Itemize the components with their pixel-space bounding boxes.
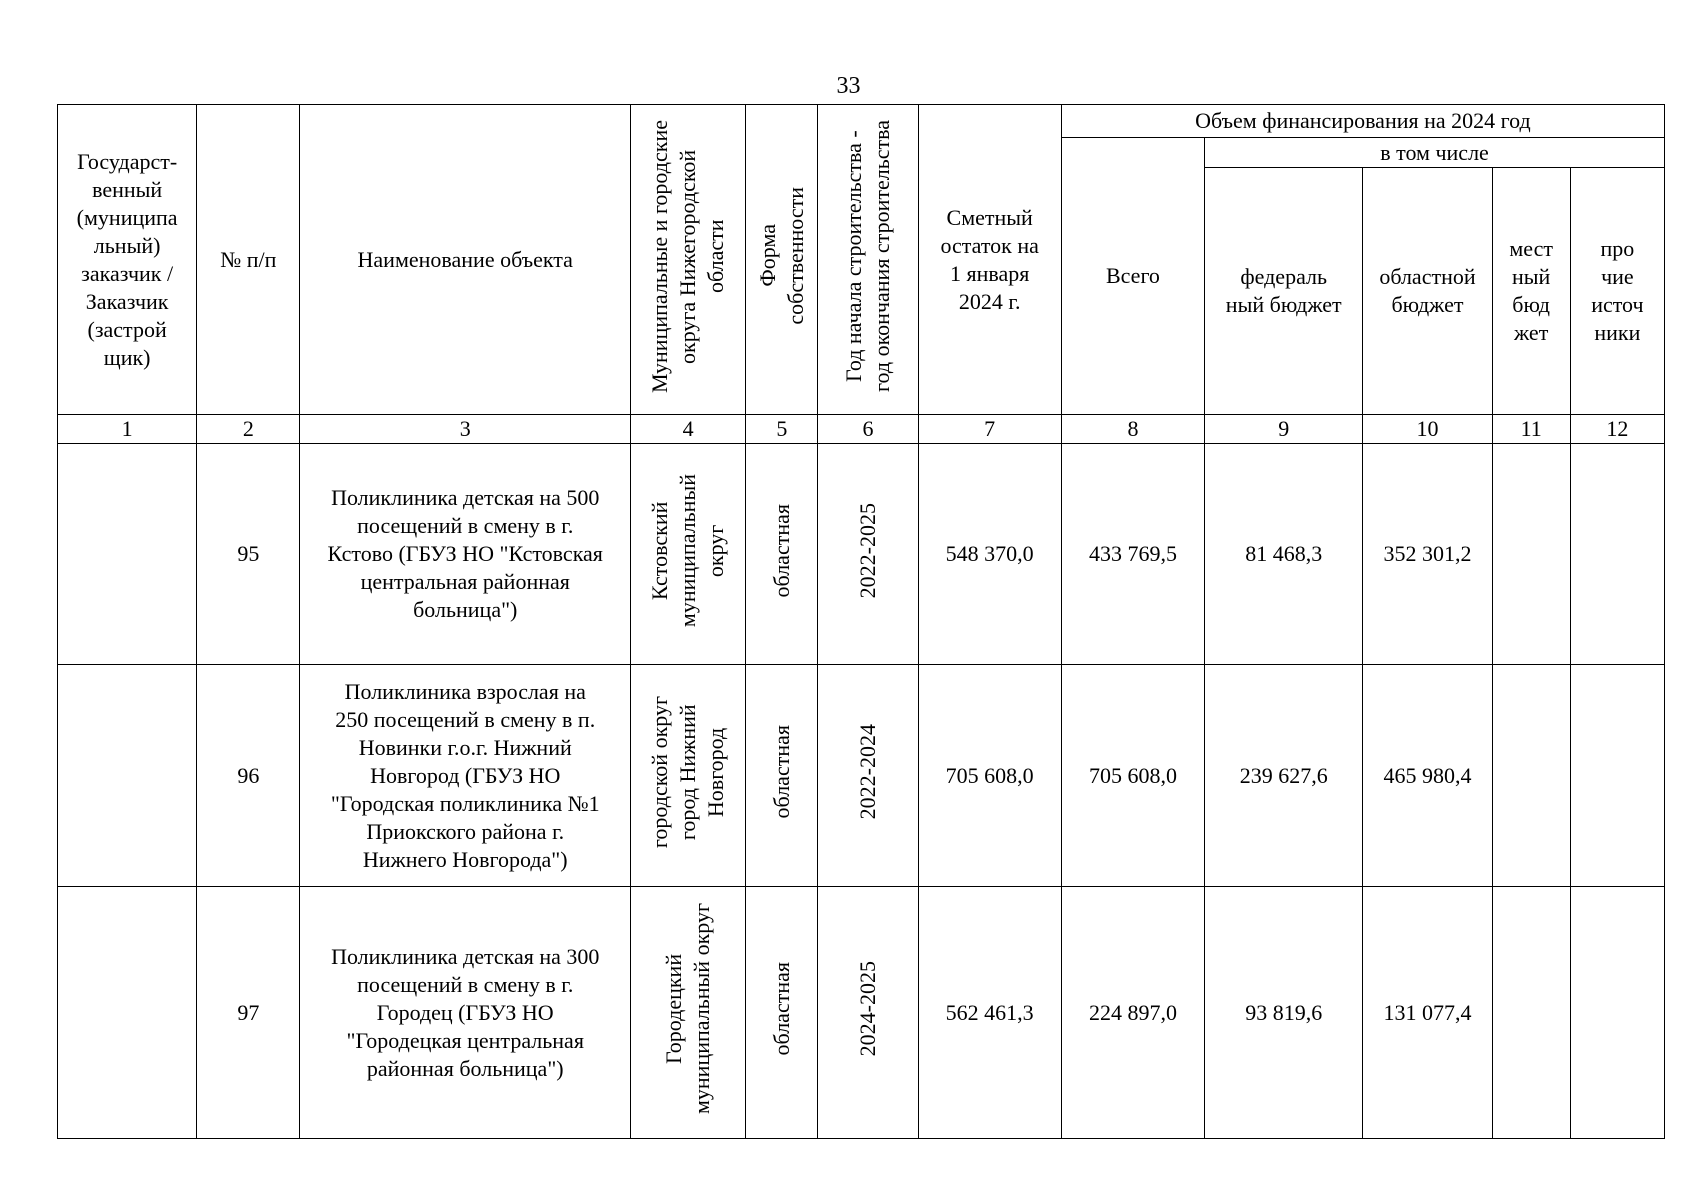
cell-total: 705 608,0	[1061, 665, 1204, 887]
column-number: 1	[58, 415, 197, 444]
cell-name: Поликлиника детская на 300 посещений в смену в г. Городец (ГБУЗ НО "Городецкая центральная районная больница")	[300, 887, 631, 1139]
header-federal: федераль ный бюджет	[1205, 168, 1363, 415]
cell-other	[1570, 887, 1664, 1139]
cell-total: 433 769,5	[1061, 444, 1204, 665]
header-ownership: Форма собственности	[746, 105, 818, 415]
column-number: 2	[197, 415, 300, 444]
cell-name: Поликлиника взрослая на 250 посещений в смену в п. Новинки г.о.г. Нижний Новгород (ГБУЗ НО "Городская поликлиника №1 Приокского района г. Нижнего Новгорода")	[300, 665, 631, 887]
header-customer: Государст- венный (муниципа льный) заказчик / Заказчик (застрой щик)	[58, 105, 197, 415]
cell-ownership: областная	[746, 665, 818, 887]
cell-number: 97	[197, 887, 300, 1139]
column-number: 5	[746, 415, 818, 444]
cell-regional: 352 301,2	[1363, 444, 1492, 665]
cell-district: городской округ город Нижний Новгород	[631, 665, 746, 887]
cell-years: 2022-2025	[818, 444, 918, 665]
page-number: 33	[836, 73, 861, 99]
header-total: Всего	[1061, 138, 1204, 415]
cell-customer	[58, 665, 197, 887]
header-district: Муниципальные и городские округа Нижегородской области	[631, 105, 746, 415]
header-row-1	[58, 105, 1665, 138]
cell-federal: 81 468,3	[1205, 444, 1363, 665]
column-number: 4	[631, 415, 746, 444]
column-number: 8	[1061, 415, 1204, 444]
table-row	[58, 887, 1665, 1139]
header-remaining: Сметный остаток на 1 января 2024 г.	[918, 105, 1061, 415]
cell-federal: 93 819,6	[1205, 887, 1363, 1139]
cell-remaining: 705 608,0	[918, 665, 1061, 887]
cell-local	[1492, 887, 1570, 1139]
column-number-row	[58, 415, 1665, 444]
cell-years: 2022-2024	[818, 665, 918, 887]
cell-ownership: областная	[746, 444, 818, 665]
header-name: Наименование объекта	[300, 105, 631, 415]
cell-ownership: областная	[746, 887, 818, 1139]
cell-number: 96	[197, 665, 300, 887]
column-number: 10	[1363, 415, 1492, 444]
cell-customer	[58, 444, 197, 665]
column-number: 6	[818, 415, 918, 444]
header-years: Год начала строительства - год окончания строительства	[818, 105, 918, 415]
cell-regional: 131 077,4	[1363, 887, 1492, 1139]
cell-customer	[58, 887, 197, 1139]
cell-remaining: 562 461,3	[918, 887, 1061, 1139]
table-row	[58, 444, 1665, 665]
column-number: 9	[1205, 415, 1363, 444]
cell-district: Кстовский муниципальный округ	[631, 444, 746, 665]
cell-other	[1570, 444, 1664, 665]
cell-number: 95	[197, 444, 300, 665]
header-local: мест ный бюд жет	[1492, 168, 1570, 415]
cell-remaining: 548 370,0	[918, 444, 1061, 665]
header-including: в том числе	[1205, 138, 1665, 168]
table-row	[58, 665, 1665, 887]
column-number: 7	[918, 415, 1061, 444]
column-number: 11	[1492, 415, 1570, 444]
cell-local	[1492, 444, 1570, 665]
cell-total: 224 897,0	[1061, 887, 1204, 1139]
cell-other	[1570, 665, 1664, 887]
financing-table	[57, 104, 1665, 1139]
header-regional: областной бюджет	[1363, 168, 1492, 415]
header-number: № п/п	[197, 105, 300, 415]
cell-district: Городецкий муниципальный округ	[631, 887, 746, 1139]
cell-name: Поликлиника детская на 500 посещений в смену в г. Кстово (ГБУЗ НО "Кстовская центральная районная больница")	[300, 444, 631, 665]
column-number: 3	[300, 415, 631, 444]
header-funding-group: Объем финансирования на 2024 год	[1061, 105, 1664, 138]
cell-federal: 239 627,6	[1205, 665, 1363, 887]
header-other: про чие источ ники	[1570, 168, 1664, 415]
cell-years: 2024-2025	[818, 887, 918, 1139]
cell-local	[1492, 665, 1570, 887]
cell-regional: 465 980,4	[1363, 665, 1492, 887]
column-number: 12	[1570, 415, 1664, 444]
